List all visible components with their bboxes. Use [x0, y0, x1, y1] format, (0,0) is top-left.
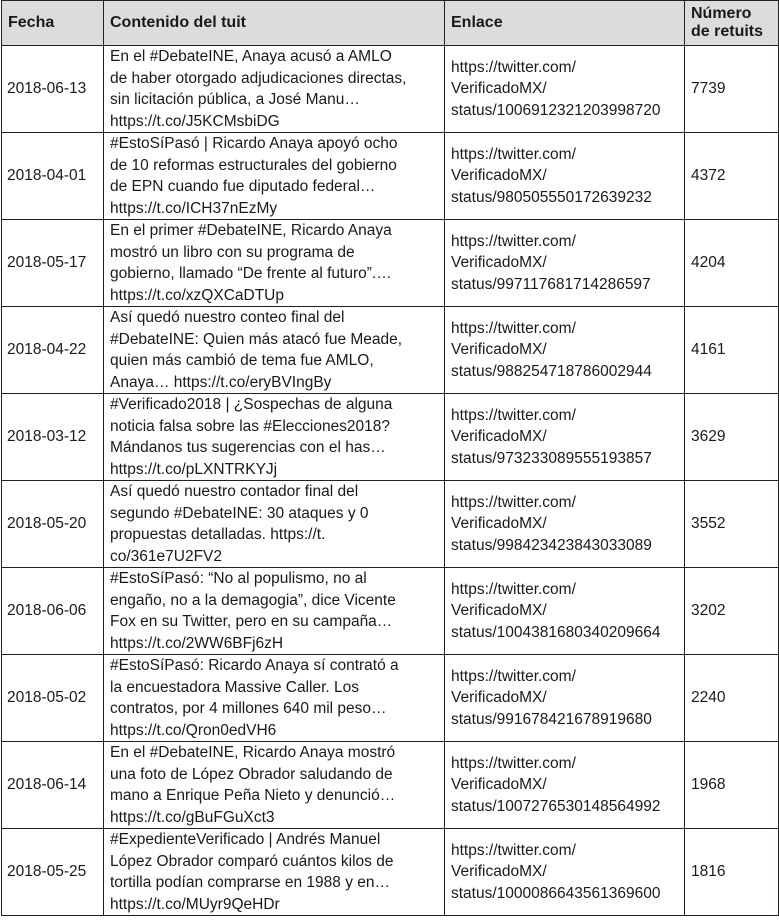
tweet-content-line: #DebateINE: Quien más atacó fue Meade,	[110, 330, 403, 348]
tweet-content-line: https://t.co/pLXNTRKYJj	[110, 460, 278, 478]
table-row	[2, 220, 779, 307]
tweet-link-line: https://twitter.com/	[451, 319, 576, 337]
cell-date: 2018-06-14	[2, 742, 104, 829]
tweet-link-line: VerificadoMX/	[451, 254, 547, 272]
table-row	[2, 394, 779, 481]
tweet-content-line: de haber otorgado adjudicaciones directas,	[110, 69, 407, 87]
table-header	[2, 1, 779, 46]
tweet-link-line: status/997117681714286597	[451, 275, 651, 293]
tweet-content-line: co/361e7U2FV2	[110, 547, 223, 565]
tweet-link-line: https://twitter.com/	[451, 841, 576, 859]
tweet-link-line: status/1007276530148564992	[451, 797, 661, 815]
tweet-content-line: de EPN cuando fue diputado federal…	[110, 178, 376, 195]
cell-tweet-link	[445, 220, 685, 307]
cell-tweet-content	[104, 481, 445, 568]
tweet-link-line: status/973233089555193857	[451, 449, 652, 467]
tweet-content-line: segundo #DebateINE: 30 ataques y 0	[110, 504, 369, 522]
tweet-link-line: status/980505550172639232	[451, 188, 652, 206]
cell-tweet-content	[104, 829, 445, 916]
tweet-content-line: Así quedó nuestro conteo final del	[110, 309, 345, 326]
table-row	[2, 133, 779, 220]
tweet-link-line: https://twitter.com/	[451, 232, 576, 250]
tweets-table	[1, 0, 779, 916]
cell-tweet-content	[104, 46, 445, 133]
cell-tweet-content	[104, 568, 445, 655]
tweet-link-line: VerificadoMX/	[451, 80, 547, 98]
tweet-link-line: VerificadoMX/	[451, 515, 547, 533]
header-link: Enlace	[445, 1, 685, 46]
tweet-content-line: de 10 reformas estructurales del gobierno	[110, 156, 397, 174]
tweet-content-line: mostró un libro con su programa de	[110, 243, 355, 261]
table-body	[2, 46, 779, 916]
tweet-link-line: VerificadoMX/	[451, 428, 547, 446]
tweet-content-line: quien más cambió de tema fue AMLO,	[110, 352, 374, 369]
cell-tweet-content	[104, 133, 445, 220]
tweet-content-line: https://t.co/2WW6BFj6zH	[110, 634, 284, 652]
tweet-content-line: la encuestadora Massive Caller. Los	[110, 678, 359, 696]
tweet-content-line: #Verificado2018 | ¿Sospechas de alguna	[110, 396, 393, 413]
cell-retweet-count: 2240	[685, 655, 779, 742]
cell-date: 2018-04-01	[2, 133, 104, 220]
cell-tweet-link	[445, 394, 685, 481]
cell-tweet-link	[445, 655, 685, 742]
tweet-link-line: status/1006912321203998720	[451, 101, 661, 119]
tweet-content-line: Mándanos tus sugerencias con el has…	[110, 439, 386, 456]
cell-tweet-content	[104, 742, 445, 829]
table-row	[2, 655, 779, 742]
cell-date: 2018-03-12	[2, 394, 104, 481]
table-row	[2, 481, 779, 568]
tweet-content-line: gobierno, llamado “De frente al futuro”.…	[110, 265, 392, 282]
tweet-content-line: En el #DebateINE, Anaya acusó a AMLO	[110, 48, 392, 65]
table-row	[2, 307, 779, 394]
cell-tweet-link	[445, 568, 685, 655]
tweet-link-line: VerificadoMX/	[451, 863, 547, 881]
cell-tweet-content	[104, 220, 445, 307]
cell-tweet-link	[445, 481, 685, 568]
tweet-content-line: propuestas detalladas. https://t.	[110, 526, 326, 543]
cell-tweet-link	[445, 307, 685, 394]
tweet-link-line: VerificadoMX/	[451, 689, 547, 707]
cell-tweet-link	[445, 829, 685, 916]
tweet-link-line: VerificadoMX/	[451, 341, 547, 359]
cell-tweet-content	[104, 655, 445, 742]
tweet-content-line: tortilla podían comprarse en 1988 y en…	[110, 874, 391, 891]
tweet-link-line: status/1004381680340209664	[451, 623, 661, 641]
tweet-content-line: #EstoSíPasó: Ricardo Anaya sí contrató a	[110, 657, 399, 674]
tweet-link-line: https://twitter.com/	[451, 406, 576, 424]
tweet-content-line: https://t.co/xzQXCaDTUp	[110, 286, 284, 304]
cell-date: 2018-05-20	[2, 481, 104, 568]
cell-retweet-count: 1816	[685, 829, 779, 916]
header-content: Contenido del tuit	[104, 1, 445, 46]
tweet-content-line: engaño, no a la demagogia”, dice Vicente	[110, 591, 396, 609]
cell-tweet-link	[445, 133, 685, 220]
cell-date: 2018-05-25	[2, 829, 104, 916]
cell-retweet-count: 3629	[685, 394, 779, 481]
tweet-link-line: status/998423423843033089	[451, 536, 652, 554]
tweet-content-line: #EstoSíPasó: “No al populismo, no al	[110, 570, 367, 587]
tweet-content-line: Fox en su Twitter, pero en su campaña…	[110, 613, 393, 630]
table-row	[2, 829, 779, 916]
tweet-link-line: status/1000086643561369600	[451, 884, 661, 902]
tweet-link-line: VerificadoMX/	[451, 776, 547, 794]
cell-date: 2018-04-22	[2, 307, 104, 394]
tweet-content-line: contratos, por 4 millones 640 mil peso…	[110, 700, 387, 717]
cell-retweet-count: 7739	[685, 46, 779, 133]
header-row	[2, 1, 779, 46]
tweet-content-line: https://t.co/gBuFGuXct3	[110, 808, 275, 826]
tweet-content-line: En el #DebateINE, Ricardo Anaya mostró	[110, 744, 396, 761]
tweet-link-line: https://twitter.com/	[451, 754, 576, 772]
cell-tweet-link	[445, 46, 685, 133]
cell-date: 2018-05-17	[2, 220, 104, 307]
cell-retweet-count: 4161	[685, 307, 779, 394]
cell-date: 2018-06-13	[2, 46, 104, 133]
tweet-link-line: https://twitter.com/	[451, 667, 576, 685]
tweet-link-line: https://twitter.com/	[451, 580, 576, 598]
tweet-link-line: status/991678421678919680	[451, 710, 652, 728]
cell-retweet-count: 1968	[685, 742, 779, 829]
cell-tweet-link	[445, 742, 685, 829]
tweet-link-line: https://twitter.com/	[451, 493, 576, 511]
cell-date: 2018-05-02	[2, 655, 104, 742]
table-row	[2, 46, 779, 133]
tweet-content-line: https://t.co/ICH37nEzMy	[110, 199, 278, 217]
tweet-content-line: Anaya… https://t.co/eryBVIngBy	[110, 373, 332, 391]
tweet-content-line: Así quedó nuestro contador final del	[110, 483, 359, 500]
tweet-link-line: VerificadoMX/	[451, 602, 547, 620]
tweet-content-line: noticia falsa sobre las #Elecciones2018?	[110, 417, 391, 435]
tweet-link-line: VerificadoMX/	[451, 167, 547, 185]
tweet-content-line: https://t.co/Qron0edVH6	[110, 721, 277, 739]
cell-retweet-count: 4372	[685, 133, 779, 220]
tweet-link-line: status/988254718786002944	[451, 362, 652, 380]
cell-retweet-count: 4204	[685, 220, 779, 307]
header-date: Fecha	[2, 1, 104, 46]
cell-retweet-count: 3202	[685, 568, 779, 655]
tweet-link-line: https://twitter.com/	[451, 145, 576, 163]
tweet-content-line: En el primer #DebateINE, Ricardo Anaya	[110, 222, 392, 239]
tweet-content-line: una foto de López Obrador saludando de	[110, 765, 393, 783]
cell-retweet-count: 3552	[685, 481, 779, 568]
cell-tweet-content	[104, 394, 445, 481]
tweet-content-line: https://t.co/J5KCMsbiDG	[110, 112, 280, 130]
table-row	[2, 568, 779, 655]
cell-date: 2018-06-06	[2, 568, 104, 655]
tweet-content-line: #EstoSíPasó | Ricardo Anaya apoyó ocho	[110, 135, 398, 152]
tweet-content-line: mano a Enrique Peña Nieto y denunció…	[110, 787, 396, 804]
tweet-content-line: https://t.co/MUyr9QeHDr	[110, 895, 280, 913]
tweet-content-line: #ExpedienteVerificado | Andrés Manuel	[110, 831, 381, 848]
tweet-link-line: https://twitter.com/	[451, 58, 576, 76]
tweet-content-line: López Obrador comparó cuántos kilos de	[110, 852, 394, 870]
tweet-content-line: sin licitación pública, a José Manu…	[110, 91, 360, 108]
table-row	[2, 742, 779, 829]
cell-tweet-content	[104, 307, 445, 394]
header-retweets: Número de retuits	[685, 1, 779, 46]
